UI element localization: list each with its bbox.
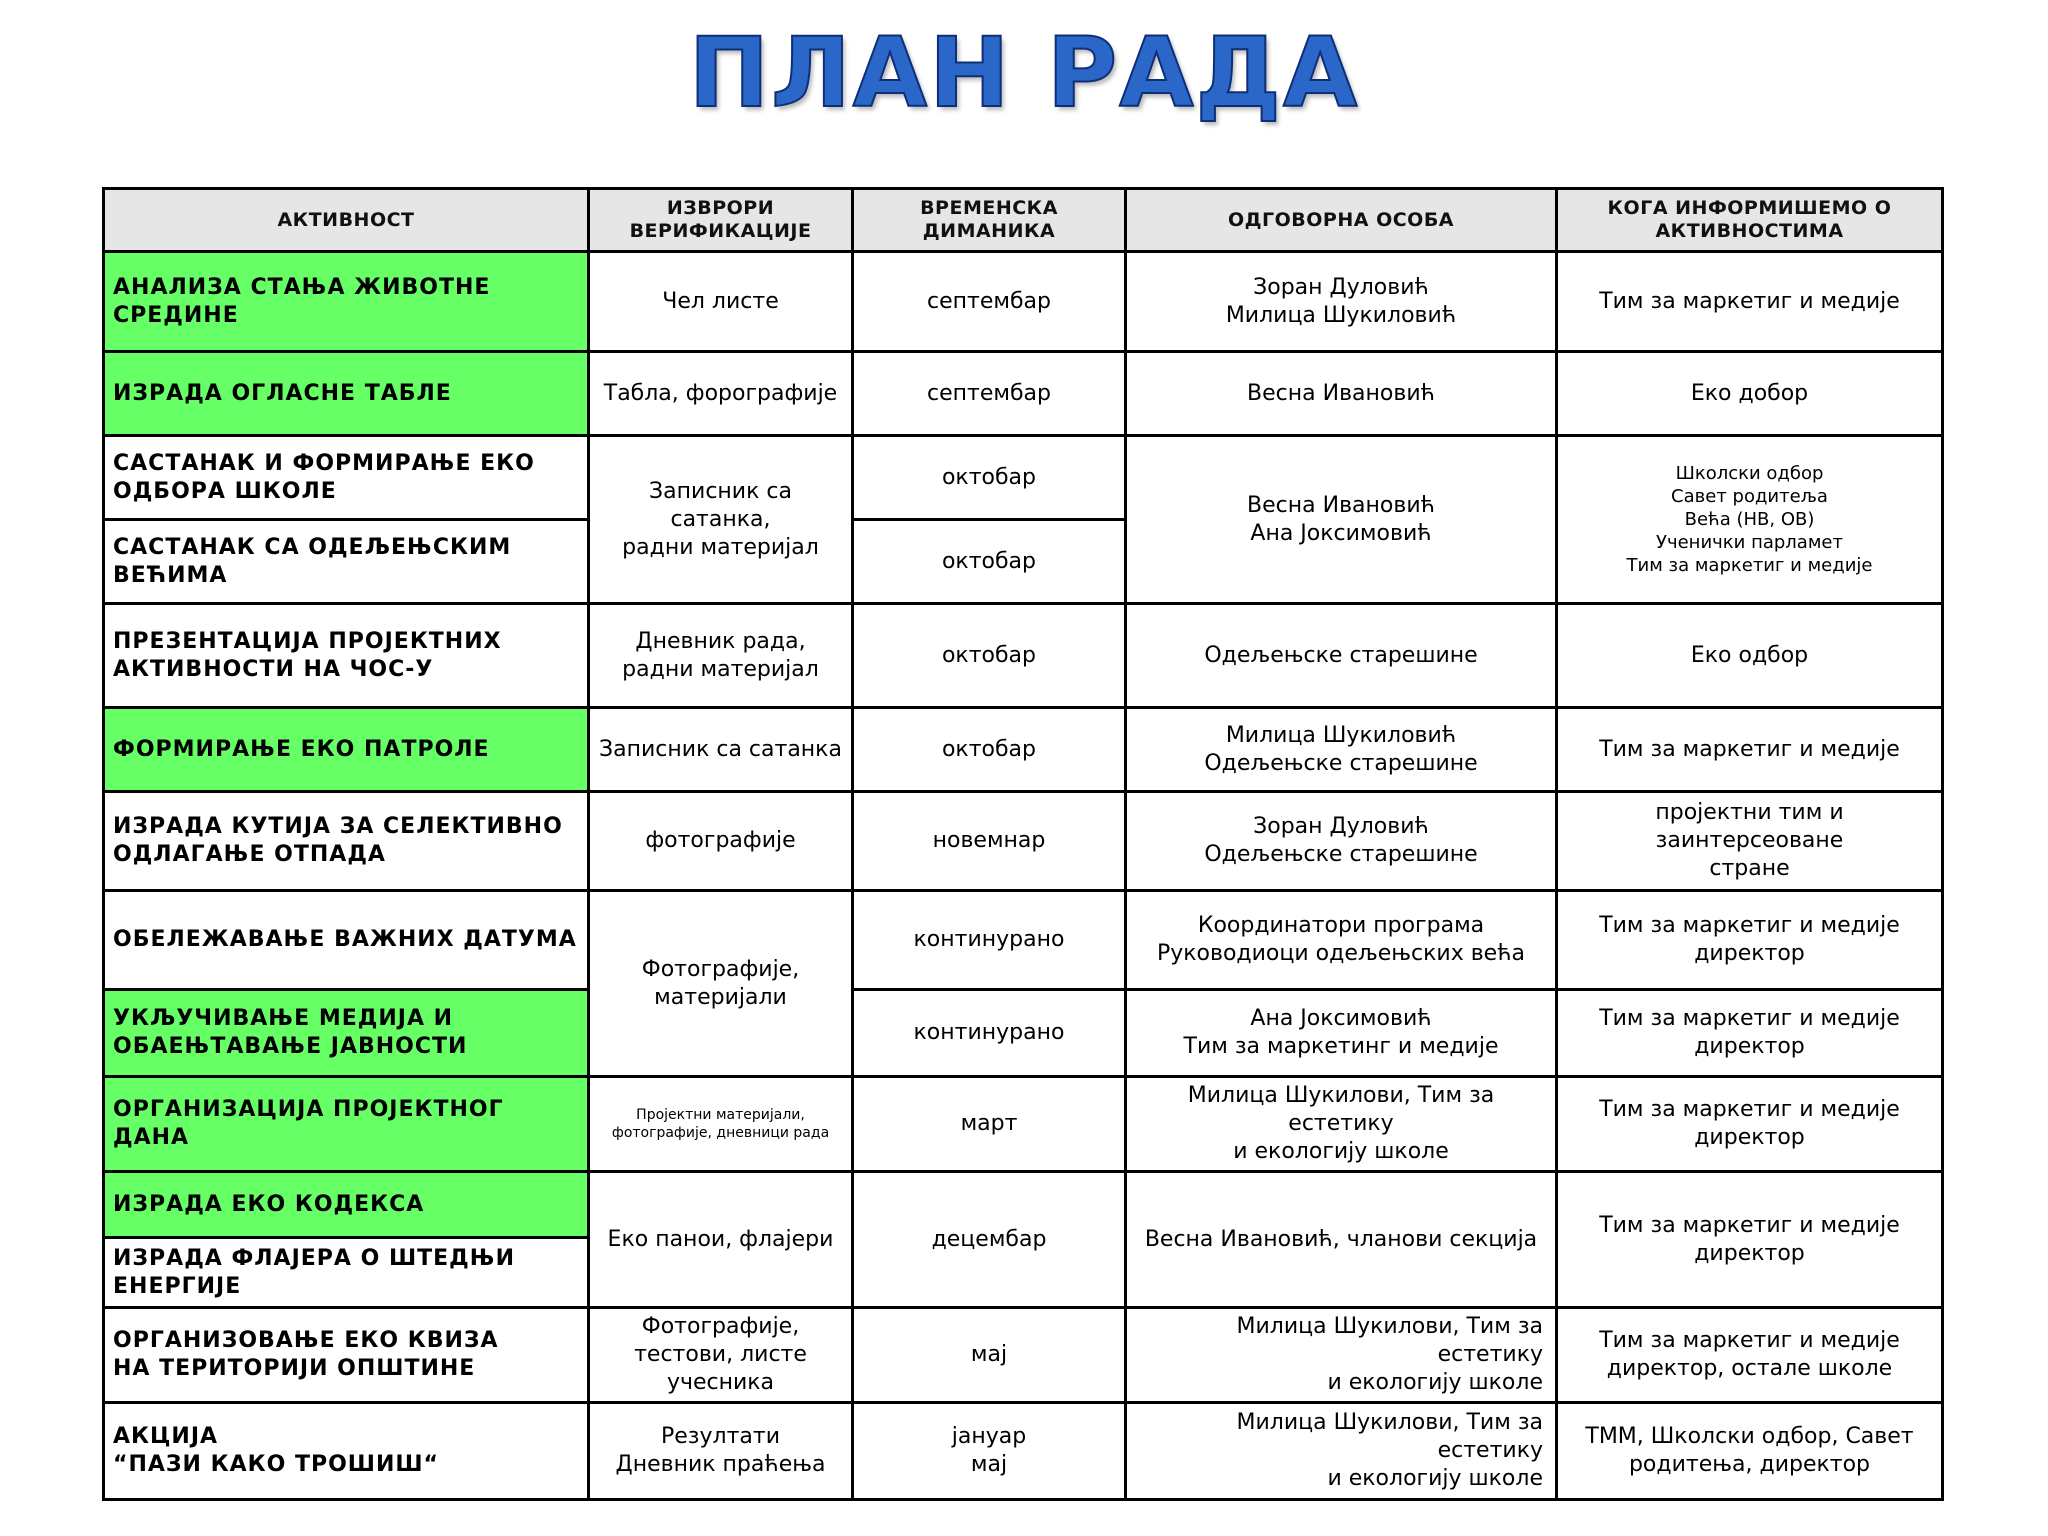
table-row (104, 708, 1943, 792)
activity-cell: ОРГАНИЗАЦИЈА ПРОЈЕКТНОГ ДАНА (104, 1077, 589, 1172)
source-line: материјали (654, 984, 787, 1010)
table-row (104, 792, 1943, 891)
inform-cell (1557, 990, 1943, 1077)
responsible-cell (1126, 436, 1557, 604)
activity-cell: ОБЕЛЕЖАВАЊЕ ВАЖНИХ ДАТУМА (104, 891, 589, 990)
source-cell: Еко панои, флајери (589, 1172, 853, 1308)
table-row (104, 252, 1943, 352)
source-cell: Табла, форографије (589, 352, 853, 436)
time-cell: октобар (853, 436, 1126, 520)
responsible-cell (1126, 1308, 1557, 1403)
header-inform (1557, 189, 1943, 252)
inform-cell (1557, 891, 1943, 990)
source-cell: фотографије (589, 792, 853, 891)
responsible-line: Зоран Дуловић (1253, 274, 1429, 300)
header-inform-line-2: АКТИВНОСТИМА (1655, 220, 1844, 242)
inform-cell: Тим за маркетиг и медије (1557, 708, 1943, 792)
source-line: фотографије, дневници рада (611, 1125, 830, 1141)
table-row (104, 1077, 1943, 1172)
time-cell: новемнар (853, 792, 1126, 891)
inform-line: Ученички парламет (1656, 532, 1843, 553)
source-cell (589, 1308, 853, 1403)
header-responsible-person: ОДГОВОРНА ОСОБА (1126, 189, 1557, 252)
table-row (104, 352, 1943, 436)
time-cell (853, 1403, 1126, 1500)
activity-line: АКЦИЈА (113, 1424, 219, 1449)
table-row (104, 1403, 1943, 1500)
inform-line: Тим за маркетиг и медије (1599, 1328, 1900, 1353)
responsible-line: Весна Ивановић (1247, 492, 1435, 518)
source-cell (589, 604, 853, 708)
time-cell: децембар (853, 1172, 1126, 1308)
source-line: Записник са сатанка, (649, 478, 792, 532)
responsible-cell (1126, 708, 1557, 792)
responsible-line: Милица Шукиловић (1225, 722, 1457, 748)
time-cell: септембар (853, 252, 1126, 352)
header-inform-line-1: КОГА ИНФОРМИШЕМО О (1607, 197, 1892, 219)
time-cell: мај (853, 1308, 1126, 1403)
header-activity: АКТИВНОСТ (104, 189, 589, 252)
activity-cell: ПРЕЗЕНТАЦИЈА ПРОЈЕКТНИХ АКТИВНОСТИ НА ЧОС-У (104, 604, 589, 708)
table-header-row (104, 189, 1943, 252)
source-line: учесника (666, 1370, 775, 1395)
responsible-cell: Весна Ивановић, чланови секција (1126, 1172, 1557, 1308)
source-cell (589, 1403, 853, 1500)
table-row (104, 1172, 1943, 1238)
responsible-line: Тим за маркетинг и медије (1183, 1034, 1499, 1059)
inform-line: Тим за маркетиг и медије (1599, 1006, 1900, 1031)
table-row (104, 1308, 1943, 1403)
source-cell: Чел листе (589, 252, 853, 352)
inform-cell (1557, 1308, 1943, 1403)
time-cell: октобар (853, 708, 1126, 792)
inform-cell: Еко одбор (1557, 604, 1943, 708)
inform-line: Школски одбор (1675, 463, 1824, 484)
inform-line: директор (1694, 1034, 1805, 1059)
source-cell (589, 1077, 853, 1172)
source-line: Пројектни материјали, (636, 1107, 805, 1123)
time-cell: март (853, 1077, 1126, 1172)
inform-line: директор (1694, 1240, 1805, 1266)
header-sources-line-2: ВЕРИФИКАЦИЈЕ (629, 220, 812, 242)
inform-line: Савет родитеља (1671, 486, 1828, 507)
inform-cell (1557, 436, 1943, 604)
source-cell (589, 891, 853, 1077)
source-line: Фотографије, (641, 956, 800, 982)
source-cell: Записник са сатанка (589, 708, 853, 792)
inform-line: родитења, директор (1628, 1452, 1871, 1477)
source-line: Фотографије, (641, 1314, 800, 1339)
inform-cell (1557, 1172, 1943, 1308)
activity-cell (104, 1403, 589, 1500)
responsible-line: Ана Јоксимовић (1250, 1006, 1432, 1031)
time-cell: септембар (853, 352, 1126, 436)
source-line: Дневник рада, (635, 628, 806, 654)
responsible-cell (1126, 792, 1557, 891)
inform-line: Тим за маркетиг и медије (1599, 1212, 1900, 1238)
time-line: мај (970, 1452, 1008, 1477)
responsible-line: и екологију школе (1327, 1370, 1543, 1395)
inform-cell: Тим за маркетиг и медије (1557, 252, 1943, 352)
responsible-line: Зоран Дуловић (1253, 814, 1429, 839)
activity-cell: САСТАНАК И ФОРМИРАЊЕ ЕКО ОДБОРА ШКОЛЕ (104, 436, 589, 520)
activity-cell (104, 1308, 589, 1403)
activity-cell: ИЗРАДА ФЛАЈЕРА О ШТЕДЊИ ЕНЕРГИЈЕ (104, 1238, 589, 1308)
source-line: тестови, листе (634, 1342, 807, 1367)
header-verification-sources (589, 189, 853, 252)
source-cell (589, 436, 853, 604)
responsible-line: Милица Шукилови, Тим за естетику (1187, 1083, 1495, 1136)
activity-line: “ПАЗИ КАКО ТРОШИШ“ (113, 1452, 440, 1477)
source-line: радни материјал (622, 534, 819, 560)
responsible-line: Милица Шукиловић (1225, 302, 1457, 328)
activity-cell: ИЗРАДА КУТИЈА ЗА СЕЛЕКТИВНО ОДЛАГАЊЕ ОТПАДА (104, 792, 589, 891)
responsible-cell (1126, 1077, 1557, 1172)
time-cell: континурано (853, 990, 1126, 1077)
responsible-line: Координатори програма (1197, 913, 1485, 938)
responsible-line: Одељењске старешине (1204, 842, 1478, 867)
activity-cell: АНАЛИЗА СТАЊА ЖИВОТНЕ СРЕДИНЕ (104, 252, 589, 352)
inform-line: Тим за маркетиг и медије (1599, 913, 1900, 938)
table-row (104, 990, 1943, 1077)
responsible-line: Одељењске старешине (1204, 750, 1478, 776)
responsible-line: Милица Шукилови, Тим за естетику (1236, 1410, 1543, 1463)
activity-cell: ФОРМИРАЊЕ ЕКО ПАТРОЛЕ (104, 708, 589, 792)
inform-line: директор, остале школе (1606, 1356, 1893, 1381)
inform-line: директор (1694, 1125, 1805, 1150)
source-line: Дневник праћења (615, 1452, 826, 1477)
header-time-line-2: ДИМАНИКА (922, 220, 1056, 242)
source-line: радни материјал (622, 656, 819, 682)
activity-cell: ИЗРАДА ОГЛАСНЕ ТАБЛЕ (104, 352, 589, 436)
activity-cell: САСТАНАК СА ОДЕЉЕЊСКИМ ВЕЋИМА (104, 520, 589, 604)
activity-line: ОРГАНИЗОВАЊЕ ЕКО КВИЗА (113, 1328, 499, 1353)
table-row (104, 604, 1943, 708)
inform-line: Већа (НВ, ОВ) (1684, 509, 1815, 530)
inform-cell: Еко добор (1557, 352, 1943, 436)
time-cell: октобар (853, 604, 1126, 708)
inform-line: Тим за маркетиг и медије (1626, 555, 1873, 576)
responsible-cell (1126, 990, 1557, 1077)
inform-cell (1557, 1403, 1943, 1500)
inform-cell (1557, 1077, 1943, 1172)
header-time-line-1: ВРЕМЕНСКА (920, 197, 1058, 219)
header-sources-line-1: ИЗВРОРИ (666, 197, 775, 219)
table-row (104, 891, 1943, 990)
responsible-cell (1126, 891, 1557, 990)
page-title: ПЛАН РАДА (688, 17, 1360, 129)
inform-line: стране (1709, 856, 1790, 881)
inform-line: ТММ, Школски одбор, Савет (1585, 1424, 1914, 1449)
table-row (104, 436, 1943, 520)
header-time-dynamics (853, 189, 1126, 252)
source-line: Резултати (661, 1424, 780, 1449)
responsible-line: и екологију школе (1327, 1466, 1543, 1491)
time-cell: октобар (853, 520, 1126, 604)
responsible-line: и екологију школе (1233, 1139, 1449, 1164)
responsible-line: Руководиоци одељењских већа (1156, 941, 1526, 966)
activity-line: НА ТЕРИТОРИЈИ ОПШТИНЕ (113, 1356, 476, 1381)
responsible-line: Ана Јоксимовић (1250, 520, 1432, 546)
activity-cell: УКЉУЧИВАЊЕ МЕДИЈА И ОБАЕЊТАВАЊЕ ЈАВНОСТИ (104, 990, 589, 1077)
time-line: јануар (951, 1424, 1027, 1449)
work-plan-table (102, 187, 1944, 1501)
responsible-cell (1126, 1403, 1557, 1500)
inform-line: Тим за маркетиг и медије (1599, 1097, 1900, 1122)
inform-line: директор (1694, 941, 1805, 966)
responsible-line: Милица Шукилови, Тим за естетику (1236, 1314, 1543, 1367)
responsible-cell (1126, 252, 1557, 352)
responsible-cell: Весна Ивановић (1126, 352, 1557, 436)
responsible-cell: Одељењске старешине (1126, 604, 1557, 708)
activity-cell: ИЗРАДА ЕКО КОДЕКСА (104, 1172, 589, 1238)
inform-cell (1557, 792, 1943, 891)
inform-line: пројектни тим и заинтерсеоване (1655, 800, 1844, 853)
time-cell: континурано (853, 891, 1126, 990)
